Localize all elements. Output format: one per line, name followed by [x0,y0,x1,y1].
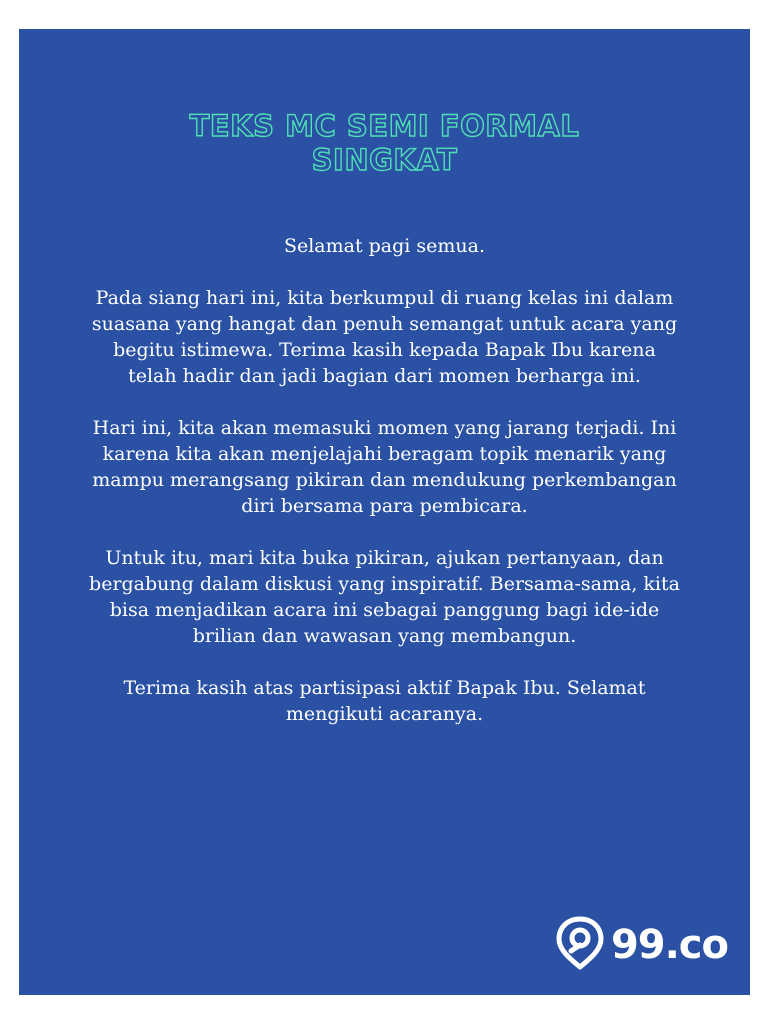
paragraph-topic: Hari ini, kita akan memasuki momen yang jarang terjadi. Ini karena kita akan menjelajahi beragam topik menarik yang mampu merangsang pikiran dan mendukung perkembangan diri bersama para pembicara. [92,417,677,517]
document-card [19,29,750,995]
title-line-1: TEKS MC SEMI FORMAL [189,109,580,143]
paragraph-closing: Terima kasih atas partisipasi aktif Bapak Ibu. Selamat mengikuti acaranya. [123,677,646,725]
paragraph-invitation: Untuk itu, mari kita buka pikiran, ajukan pertanyaan, dan bergabung dalam diskusi yang inspiratif. Bersama-sama, kita bisa menjadikan acara ini sebagai panggung bagi ide-ide brilian dan wawasan yang membangun. [89,547,680,647]
paragraph-greeting: Selamat pagi semua. [283,235,486,257]
document-body [89,233,680,753]
brand-logo-text: 99.co [610,922,728,968]
document-title [19,109,750,177]
brand-logo [555,917,728,973]
location-pin-logo-icon [555,915,605,976]
title-line-2: SINGKAT [311,143,458,177]
paragraph-welcome: Pada siang hari ini, kita berkumpul di ruang kelas ini dalam suasana yang hangat dan penuh semangat untuk acara yang begitu istimewa. Terima kasih kepada Bapak Ibu karena telah hadir dan jadi bagian dari momen berharga ini. [91,287,678,387]
